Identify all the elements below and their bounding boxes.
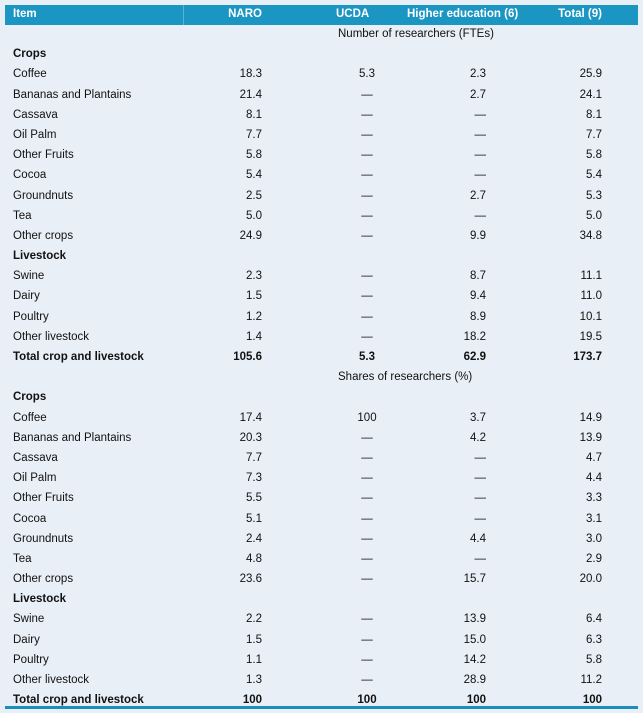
ucda-cell: — xyxy=(361,674,373,686)
section-label: Shares of researchers (%) xyxy=(338,371,473,384)
higher-education-cell: 2.7 xyxy=(470,189,486,202)
table-header xyxy=(5,5,638,25)
total-cell: 10.1 xyxy=(579,310,602,323)
item-cell: Cassava xyxy=(13,451,58,464)
total-cell: 5.4 xyxy=(586,169,602,182)
table-row xyxy=(5,166,638,186)
higher-education-cell: — xyxy=(474,149,486,162)
higher-education-cell: 14.2 xyxy=(463,653,486,666)
ucda-cell: — xyxy=(361,451,373,464)
ucda-cell: — xyxy=(361,532,373,545)
table-row xyxy=(5,469,638,489)
table-row xyxy=(5,65,638,85)
item-cell: Tea xyxy=(13,552,32,565)
total-cell: 6.3 xyxy=(586,633,602,646)
higher-education-cell: 13.9 xyxy=(463,613,486,626)
section-label: Number of researchers (FTEs) xyxy=(338,28,494,40)
group-label-row xyxy=(5,388,638,408)
total-cell: 11.1 xyxy=(580,270,602,283)
item-cell: Groundnuts xyxy=(13,189,74,202)
item-cell: Coffee xyxy=(13,68,47,81)
group-label-row xyxy=(5,590,638,610)
item-cell: Poultry xyxy=(13,310,49,323)
table-row xyxy=(5,227,638,247)
item-cell: Other crops xyxy=(13,573,74,586)
higher-education-cell: 2.3 xyxy=(470,68,486,81)
table-row xyxy=(5,126,638,146)
higher-education-cell: — xyxy=(474,169,486,182)
table-row xyxy=(5,530,638,550)
ucda-cell: — xyxy=(361,310,373,323)
ucda-cell: — xyxy=(361,633,373,646)
item-cell: Poultry xyxy=(13,653,49,666)
higher-education-cell: 100 xyxy=(466,694,486,707)
naro-cell: 5.8 xyxy=(246,149,262,162)
item-cell: Cassava xyxy=(13,108,58,121)
group-label: Livestock xyxy=(13,593,67,606)
table-row xyxy=(5,429,638,449)
item-cell: Other crops xyxy=(13,229,74,242)
header-higher-education: Higher education (6) xyxy=(407,8,519,20)
naro-cell: 2.4 xyxy=(246,532,262,545)
table-row xyxy=(5,550,638,570)
ucda-cell: — xyxy=(361,653,373,666)
naro-cell: 8.1 xyxy=(246,108,262,121)
total-cell: 5.0 xyxy=(586,209,602,222)
higher-education-cell: — xyxy=(474,552,486,565)
higher-education-cell: 2.7 xyxy=(470,88,486,101)
ucda-cell: 100 xyxy=(357,411,377,424)
ucda-cell: — xyxy=(361,209,373,222)
higher-education-cell: 18.2 xyxy=(463,330,486,343)
item-cell: Swine xyxy=(13,613,45,626)
ucda-cell: 5.3 xyxy=(359,68,375,81)
ucda-cell: — xyxy=(361,552,373,565)
higher-education-cell: — xyxy=(474,472,486,485)
header-ucda: UCDA xyxy=(336,8,370,20)
total-cell: 3.1 xyxy=(586,512,602,525)
researchers-table xyxy=(5,5,638,711)
total-cell: 19.5 xyxy=(579,330,602,343)
table-row xyxy=(5,409,638,429)
higher-education-cell: 15.7 xyxy=(463,573,486,586)
naro-cell: 5.1 xyxy=(246,512,262,525)
higher-education-cell: — xyxy=(474,108,486,121)
header-divider xyxy=(183,5,184,25)
total-cell: 6.4 xyxy=(586,613,602,626)
item-cell: Bananas and Plantains xyxy=(13,88,132,101)
higher-education-cell: 8.7 xyxy=(470,270,486,283)
item-cell: Swine xyxy=(13,270,45,283)
table-row xyxy=(5,449,638,469)
item-cell: Total crop and livestock xyxy=(13,694,144,707)
naro-cell: 2.5 xyxy=(246,189,262,202)
total-cell: 20.0 xyxy=(579,573,602,586)
header-total: Total (9) xyxy=(558,8,602,20)
table-row xyxy=(5,651,638,671)
naro-cell: 1.5 xyxy=(246,633,262,646)
total-cell: 5.8 xyxy=(586,149,602,162)
higher-education-cell: 9.9 xyxy=(470,229,486,242)
higher-education-cell: 62.9 xyxy=(463,351,486,363)
higher-education-cell: — xyxy=(474,492,486,505)
ucda-cell: — xyxy=(361,492,373,505)
naro-cell: 2.2 xyxy=(246,613,262,626)
higher-education-cell: 4.4 xyxy=(470,532,486,545)
higher-education-cell: 28.9 xyxy=(463,674,486,686)
group-label: Crops xyxy=(13,48,47,61)
item-cell: Coffee xyxy=(13,411,47,424)
item-cell: Cocoa xyxy=(13,169,47,182)
item-cell: Other livestock xyxy=(13,674,90,686)
table-body xyxy=(5,25,638,711)
item-cell: Groundnuts xyxy=(13,532,74,545)
item-cell: Cocoa xyxy=(13,512,47,525)
item-cell: Oil Palm xyxy=(13,128,57,141)
ucda-cell: — xyxy=(361,270,373,283)
naro-cell: 20.3 xyxy=(239,431,262,444)
table-row xyxy=(5,187,638,207)
total-cell: 11.2 xyxy=(580,674,602,686)
table-row xyxy=(5,570,638,590)
table-row xyxy=(5,328,638,348)
ucda-cell: — xyxy=(361,290,373,303)
total-cell: 7.7 xyxy=(586,128,602,141)
section-label-row xyxy=(5,25,638,45)
table-row xyxy=(5,510,638,530)
table-row xyxy=(5,631,638,651)
higher-education-cell: — xyxy=(474,512,486,525)
naro-cell: 100 xyxy=(242,694,262,707)
total-cell: 25.9 xyxy=(579,68,602,81)
ucda-cell: — xyxy=(361,128,373,141)
naro-cell: 5.0 xyxy=(246,209,262,222)
ucda-cell: — xyxy=(361,149,373,162)
ucda-cell: 100 xyxy=(357,694,377,707)
group-label-row xyxy=(5,45,638,65)
higher-education-cell: 8.9 xyxy=(470,310,486,323)
total-cell: 4.7 xyxy=(586,451,602,464)
naro-cell: 17.4 xyxy=(239,411,262,424)
naro-cell: 7.3 xyxy=(246,472,262,485)
group-label: Livestock xyxy=(13,250,67,263)
ucda-cell: 5.3 xyxy=(359,351,375,363)
item-cell: Tea xyxy=(13,209,32,222)
naro-cell: 1.2 xyxy=(246,310,262,323)
table-row xyxy=(5,671,638,691)
ucda-cell: — xyxy=(361,431,373,444)
naro-cell: 7.7 xyxy=(246,451,262,464)
total-cell: 24.1 xyxy=(579,88,602,101)
total-cell: 14.9 xyxy=(579,411,602,424)
ucda-cell: — xyxy=(361,88,373,101)
naro-cell: 1.1 xyxy=(246,653,262,666)
higher-education-cell: 15.0 xyxy=(463,633,486,646)
item-cell: Other Fruits xyxy=(13,149,74,162)
table-row xyxy=(5,489,638,509)
item-cell: Dairy xyxy=(13,290,40,303)
total-cell: 13.9 xyxy=(579,431,602,444)
naro-cell: 5.5 xyxy=(246,492,262,505)
total-cell: 5.8 xyxy=(586,653,602,666)
table-row xyxy=(5,610,638,630)
total-cell: 3.3 xyxy=(586,492,602,505)
total-cell: 3.0 xyxy=(586,532,602,545)
higher-education-cell: 9.4 xyxy=(470,290,486,303)
higher-education-cell: — xyxy=(474,209,486,222)
naro-cell: 4.8 xyxy=(246,552,262,565)
table-row xyxy=(5,267,638,287)
ucda-cell: — xyxy=(361,573,373,586)
total-cell: 5.3 xyxy=(586,189,602,202)
total-cell: 2.9 xyxy=(586,552,602,565)
ucda-cell: — xyxy=(361,613,373,626)
higher-education-cell: 4.2 xyxy=(470,431,486,444)
total-cell: 100 xyxy=(582,694,602,707)
section-label-row xyxy=(5,368,638,388)
table-row xyxy=(5,207,638,227)
naro-cell: 24.9 xyxy=(239,229,262,242)
ucda-cell: — xyxy=(361,512,373,525)
ucda-cell: — xyxy=(361,330,373,343)
table-row xyxy=(5,106,638,126)
item-cell: Dairy xyxy=(13,633,40,646)
naro-cell: 18.3 xyxy=(239,68,262,81)
table-row xyxy=(5,308,638,328)
ucda-cell: — xyxy=(361,108,373,121)
higher-education-cell: 3.7 xyxy=(470,411,486,424)
ucda-cell: — xyxy=(361,229,373,242)
group-label: Crops xyxy=(13,391,47,404)
naro-cell: 1.3 xyxy=(246,674,262,686)
naro-cell: 1.4 xyxy=(246,330,262,343)
table-row xyxy=(5,287,638,307)
total-cell: 8.1 xyxy=(586,108,602,121)
ucda-cell: — xyxy=(361,169,373,182)
higher-education-cell: — xyxy=(474,128,486,141)
header-item: Item xyxy=(13,8,37,20)
naro-cell: 21.4 xyxy=(239,88,262,101)
bottom-rule xyxy=(5,706,638,709)
total-cell: 11.0 xyxy=(580,290,602,303)
naro-cell: 2.3 xyxy=(246,270,262,283)
item-cell: Other livestock xyxy=(13,330,90,343)
item-cell: Other Fruits xyxy=(13,492,74,505)
naro-cell: 5.4 xyxy=(246,169,262,182)
item-cell: Total crop and livestock xyxy=(13,351,144,363)
total-cell: 34.8 xyxy=(579,229,602,242)
table-row xyxy=(5,146,638,166)
total-cell: 4.4 xyxy=(586,472,602,485)
item-cell: Bananas and Plantains xyxy=(13,431,132,444)
ucda-cell: — xyxy=(361,189,373,202)
higher-education-cell: — xyxy=(474,451,486,464)
table-row xyxy=(5,86,638,106)
naro-cell: 7.7 xyxy=(246,128,262,141)
group-label-row xyxy=(5,247,638,267)
naro-cell: 23.6 xyxy=(239,573,262,586)
naro-cell: 1.5 xyxy=(246,290,262,303)
ucda-cell: — xyxy=(361,472,373,485)
naro-cell: 105.6 xyxy=(233,351,262,363)
total-row xyxy=(5,348,638,368)
header-naro: NARO xyxy=(228,8,262,20)
total-cell: 173.7 xyxy=(573,351,602,363)
item-cell: Oil Palm xyxy=(13,472,57,485)
